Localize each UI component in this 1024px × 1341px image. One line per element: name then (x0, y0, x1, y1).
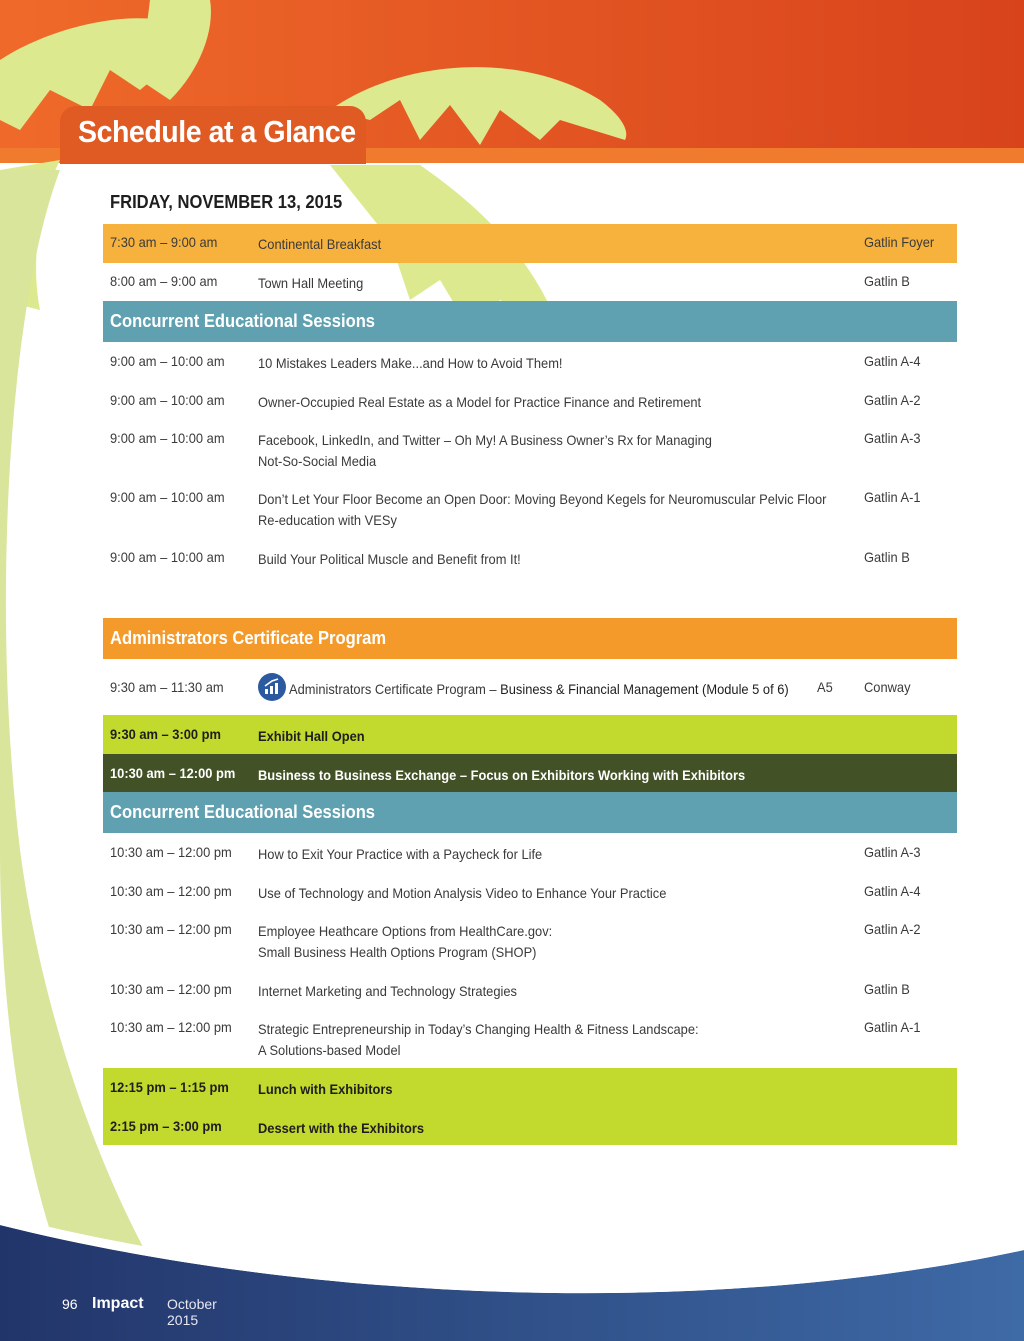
page-title: Schedule at a Glance (78, 114, 356, 149)
row-room: Gatlin A-1 (864, 1019, 921, 1035)
certificate-chart-icon (258, 673, 286, 701)
section-header (103, 792, 957, 833)
row-time: 10:30 am – 12:00 pm (110, 765, 236, 781)
row-title: How to Exit Your Practice with a Paycheck for Life (258, 846, 543, 862)
date-heading: FRIDAY, NOVEMBER 13, 2015 (110, 192, 343, 212)
b2b-row (103, 754, 957, 792)
issue-date: October 2015 (167, 1296, 217, 1328)
section-label: Concurrent Educational Sessions (110, 802, 376, 822)
row-room: Gatlin A-4 (864, 353, 921, 369)
row-title: Business to Business Exchange – Focus on Exhibitors Working with Exhibitors (258, 767, 746, 783)
row-time: 9:30 am – 11:30 am (110, 679, 224, 695)
row-title: Use of Technology and Motion Analysis Video to Enhance Your Practice (258, 885, 667, 901)
row-title-line1: Facebook, LinkedIn, and Twitter – Oh My! A Business Owner’s Rx for Managing (258, 432, 712, 448)
row-time: 8:00 am – 9:00 am (110, 273, 218, 289)
row-room: Conway (864, 679, 911, 695)
row-title: Internet Marketing and Technology Strategies (258, 983, 517, 999)
row-room: Gatlin A-1 (864, 489, 921, 505)
row-time: 9:00 am – 10:00 am (110, 353, 225, 369)
row-title-line2: Small Business Health Options Program (SHOP) (258, 944, 537, 960)
row-time: 10:30 am – 12:00 pm (110, 883, 232, 899)
row-title-line2: A Solutions-based Model (258, 1042, 401, 1058)
row-room: Gatlin A-4 (864, 883, 921, 899)
admin-title-prefix: Administrators Certificate Program – (289, 681, 501, 697)
row-room: Gatlin B (864, 981, 910, 997)
row-time: 9:00 am – 10:00 am (110, 430, 225, 446)
row-title: Exhibit Hall Open (258, 728, 365, 744)
row-time: 9:00 am – 10:00 am (110, 489, 225, 505)
row-title: Build Your Political Muscle and Benefit from It! (258, 551, 521, 567)
admin-section-header (103, 618, 957, 659)
schedule-row (103, 273, 957, 301)
section-header (103, 301, 957, 342)
row-code: A5 (817, 679, 833, 695)
row-title-line2: Not-So-Social Media (258, 453, 377, 469)
row-time: 9:00 am – 10:00 am (110, 392, 225, 408)
row-room: Gatlin Foyer (864, 234, 935, 250)
row-room: Gatlin B (864, 549, 910, 565)
row-title-line1: Strategic Entrepreneurship in Today’s Changing Health & Fitness Landscape: (258, 1021, 699, 1037)
schedule-row (103, 224, 957, 263)
row-time: 9:00 am – 10:00 am (110, 549, 225, 565)
row-room: Gatlin A-2 (864, 921, 921, 937)
magazine-name: Impact (92, 1295, 144, 1312)
row-time: 10:30 am – 12:00 pm (110, 844, 232, 860)
row-room: Gatlin A-3 (864, 430, 921, 446)
row-title-line1: Employee Heathcare Options from HealthCare.gov: (258, 923, 553, 939)
section-label: Concurrent Educational Sessions (110, 311, 376, 331)
section-label: Administrators Certificate Program (110, 628, 387, 648)
admin-title-main: Business & Financial Management (Module 5 of 6) (500, 681, 789, 697)
page-number: 96 (62, 1296, 78, 1312)
row-title-line2: Re-education with VESy (258, 512, 397, 528)
row-room: Gatlin A-2 (864, 392, 921, 408)
row-title: Owner-Occupied Real Estate as a Model for Practice Finance and Retirement (258, 394, 702, 410)
row-time: 12:15 pm – 1:15 pm (110, 1079, 229, 1095)
row-time: 10:30 am – 12:00 pm (110, 981, 232, 997)
row-time: 2:15 pm – 3:00 pm (110, 1118, 222, 1134)
row-title: Dessert with the Exhibitors (258, 1120, 425, 1136)
row-time: 9:30 am – 3:00 pm (110, 726, 221, 742)
row-room: Gatlin A-3 (864, 844, 921, 860)
row-title: 10 Mistakes Leaders Make...and How to Avoid Them! (258, 355, 563, 371)
row-title-line1: Don’t Let Your Floor Become an Open Door: Moving Beyond Kegels for Neuromuscular Pelvic Floor (258, 491, 827, 507)
lunch-row (103, 1068, 957, 1145)
exhibit-hall-row (103, 715, 957, 754)
row-time: 7:30 am – 9:00 am (110, 234, 218, 250)
row-time: 10:30 am – 12:00 pm (110, 921, 232, 937)
row-time: 10:30 am – 12:00 pm (110, 1019, 232, 1035)
row-title: Town Hall Meeting (258, 275, 364, 291)
row-room: Gatlin B (864, 273, 910, 289)
row-title: Lunch with Exhibitors (258, 1081, 393, 1097)
footer-wave (0, 1225, 1024, 1341)
row-title: Continental Breakfast (258, 236, 382, 252)
